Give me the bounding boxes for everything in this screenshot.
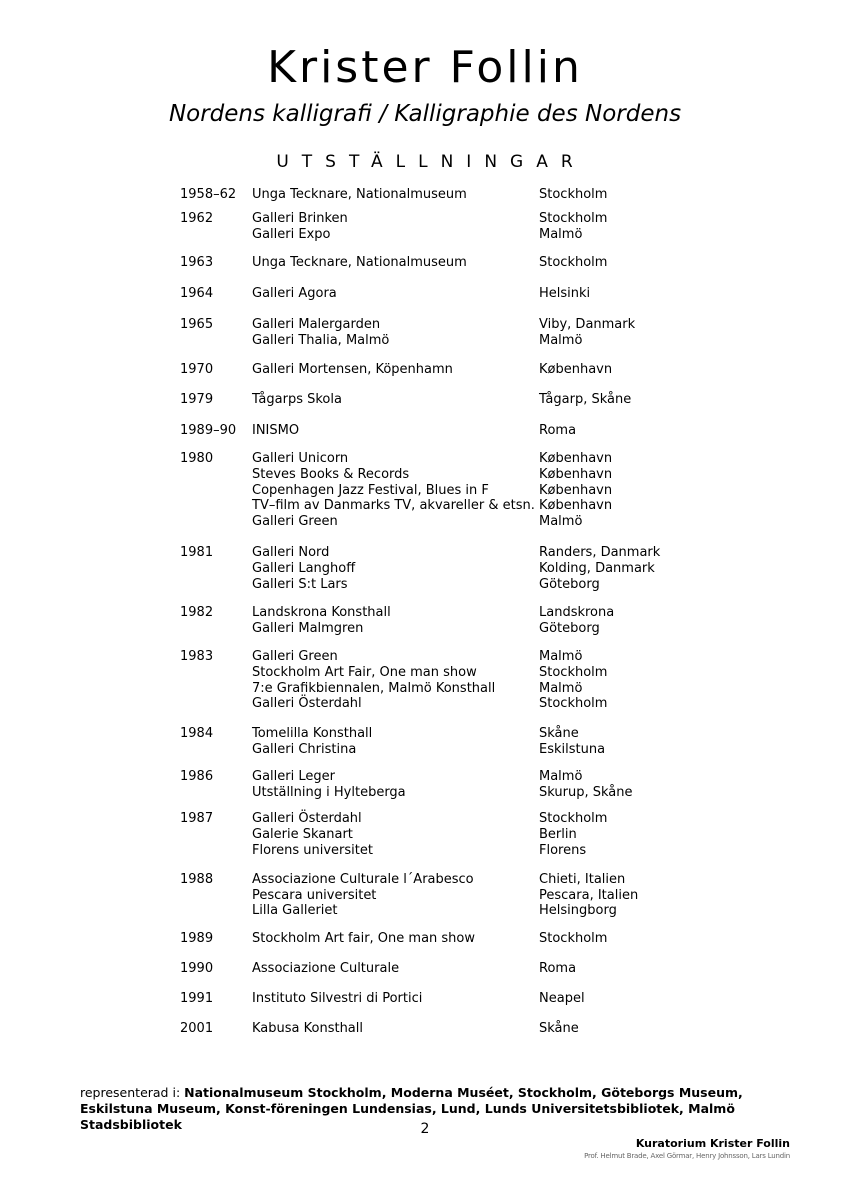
exhibition-venue: Galleri Nord — [252, 544, 330, 560]
exhibition-venue: Florens universitet — [252, 842, 373, 858]
exhibition-place: Skåne — [539, 726, 579, 742]
exhibition-place: Stockholm — [539, 664, 608, 680]
exhibition-entry — [252, 561, 740, 577]
exhibition-place: Malmö — [539, 680, 583, 696]
exhibition-entry — [252, 227, 740, 243]
exhibition-entry — [252, 362, 740, 378]
exhibition-place: Malmö — [539, 332, 583, 348]
exhibition-year-group — [180, 286, 740, 302]
exhibition-place: Tågarp, Skåne — [539, 392, 632, 408]
exhibition-place: Florens — [539, 842, 587, 858]
exhibition-entry — [252, 888, 740, 904]
exhibition-year: 1988 — [180, 871, 214, 887]
exhibition-venue: Associazione Culturale — [252, 960, 400, 976]
section-heading: UTSTÄLLNINGAR — [276, 152, 586, 172]
exhibition-entries — [252, 317, 740, 349]
exhibition-entry — [252, 467, 740, 483]
exhibition-entry — [252, 991, 740, 1007]
exhibition-entries — [252, 961, 740, 977]
exhibition-place: Roma — [539, 960, 577, 976]
exhibition-venue: Galleri Brinken — [252, 210, 348, 226]
exhibition-entries — [252, 392, 740, 408]
exhibition-venue: Galleri Österdahl — [252, 696, 362, 712]
exhibition-year: 1965 — [180, 316, 214, 332]
exhibition-entry — [252, 681, 740, 697]
exhibition-entries — [252, 286, 740, 302]
exhibition-entry — [252, 392, 740, 408]
exhibition-place: København — [539, 361, 613, 377]
exhibition-year-group — [180, 649, 740, 712]
exhibition-list — [180, 187, 740, 1049]
exhibition-year-group — [180, 255, 740, 271]
exhibition-venue: Galleri Christina — [252, 741, 357, 757]
exhibition-venue: Galleri Green — [252, 648, 338, 664]
exhibition-entries — [252, 605, 740, 637]
exhibition-venue: Unga Tecknare, Nationalmuseum — [252, 187, 467, 202]
exhibition-year: 1979 — [180, 392, 214, 408]
exhibition-entries — [252, 1021, 740, 1037]
exhibition-venue: Stockholm Art Fair, One man show — [252, 664, 477, 680]
exhibition-year: 1962 — [180, 210, 214, 226]
exhibition-entry — [252, 498, 740, 514]
kuratorium-title: Kuratorium Krister Follin — [635, 1137, 790, 1150]
exhibition-place: Stockholm — [539, 811, 608, 827]
exhibition-entries — [252, 255, 740, 271]
exhibition-year: 1964 — [180, 286, 214, 302]
exhibition-entries — [252, 187, 740, 203]
exhibition-venue: Pescara universitet — [252, 887, 377, 903]
exhibition-place: Stockholm — [539, 210, 608, 226]
exhibition-entry — [252, 577, 740, 593]
exhibition-venue: Associazione Culturale l´Arabesco — [252, 871, 474, 887]
exhibition-entries — [252, 545, 740, 592]
exhibition-entry — [252, 872, 740, 888]
exhibition-entry — [252, 483, 740, 499]
exhibition-venue: Galleri Malergarden — [252, 316, 381, 332]
exhibition-entries — [252, 649, 740, 712]
exhibition-year: 1987 — [180, 811, 214, 827]
exhibition-entries — [252, 991, 740, 1007]
exhibition-entry — [252, 903, 740, 919]
represented-in-label: representerad i: — [80, 1085, 185, 1100]
exhibition-venue: Utställning i Hylteberga — [252, 784, 406, 800]
exhibition-year-group — [180, 931, 740, 947]
exhibition-venue: Galleri Leger — [252, 768, 335, 784]
exhibition-place: Chieti, Italien — [539, 871, 626, 887]
exhibition-year-group — [180, 423, 740, 439]
exhibition-place: Göteborg — [539, 576, 600, 592]
represented-in-collections: Nationalmuseum Stockholm, Moderna Muséet, Stockholm, Göteborgs Museum, Eskilstuna Museum, Konst-föreningen Lundensias, Lund, Lunds Universitetsbibliotek, Malmö Stadsbibliotek — [80, 1085, 743, 1132]
exhibition-entry — [252, 769, 740, 785]
exhibition-place: Kolding, Danmark — [539, 560, 655, 576]
exhibition-venue: Galleri Mortensen, Köpenhamn — [252, 361, 453, 377]
exhibition-venue: Galleri Expo — [252, 226, 331, 242]
exhibition-year: 1982 — [180, 605, 214, 621]
exhibition-venue: Kabusa Konsthall — [252, 1021, 363, 1037]
exhibition-venue: Galleri Langhoff — [252, 560, 356, 576]
exhibition-year-group — [180, 811, 740, 858]
exhibition-place: Helsingborg — [539, 903, 617, 919]
exhibition-venue: TV–film av Danmarks TV, akvareller & etsn. — [252, 498, 535, 514]
exhibition-place: Stockholm — [539, 931, 608, 947]
exhibition-place: København — [539, 482, 613, 498]
exhibition-year: 1981 — [180, 544, 214, 560]
exhibition-place: Göteborg — [539, 621, 600, 637]
exhibition-entry — [252, 649, 740, 665]
exhibition-year: 1989–90 — [180, 423, 237, 439]
exhibition-entry — [252, 961, 740, 977]
exhibition-venue: Galleri Unicorn — [252, 450, 349, 466]
exhibition-year-group — [180, 362, 740, 378]
exhibition-entry — [252, 187, 740, 203]
exhibition-venue: Unga Tecknare, Nationalmuseum — [252, 255, 467, 271]
exhibition-year-group — [180, 726, 740, 758]
exhibition-venue: Galleri Green — [252, 514, 338, 530]
exhibition-year-group — [180, 187, 740, 203]
exhibition-place: Stockholm — [539, 696, 608, 712]
exhibition-entry — [252, 423, 740, 439]
exhibition-year: 1958–62 — [180, 187, 237, 202]
exhibition-venue: Galleri Agora — [252, 286, 337, 302]
exhibition-venue: INISMO — [252, 423, 300, 439]
exhibition-entries — [252, 769, 740, 801]
exhibition-venue: Tågarps Skola — [252, 392, 342, 408]
page-subtitle: Nordens kalligrafi / Kalligraphie des Nordens — [168, 101, 682, 127]
exhibition-place: Eskilstuna — [539, 741, 606, 757]
exhibition-place: Viby, Danmark — [539, 316, 636, 332]
exhibition-entry — [252, 545, 740, 561]
exhibition-entry — [252, 605, 740, 621]
exhibition-venue: Stockholm Art fair, One man show — [252, 931, 476, 947]
exhibition-place: Roma — [539, 423, 577, 439]
exhibition-entries — [252, 362, 740, 378]
exhibition-entry — [252, 827, 740, 843]
exhibition-place: København — [539, 498, 613, 514]
exhibition-year: 1989 — [180, 931, 214, 947]
exhibition-year: 1980 — [180, 450, 214, 466]
exhibition-venue: Instituto Silvestri di Portici — [252, 990, 423, 1006]
exhibition-year: 1991 — [180, 990, 214, 1006]
exhibition-venue: Landskrona Konsthall — [252, 605, 391, 621]
exhibition-place: Malmö — [539, 226, 583, 242]
exhibition-venue: 7:e Grafikbiennalen, Malmö Konsthall — [252, 680, 496, 696]
exhibition-place: Malmö — [539, 648, 583, 664]
exhibition-entry — [252, 931, 740, 947]
exhibition-entries — [252, 726, 740, 758]
exhibition-year: 1986 — [180, 768, 214, 784]
kuratorium-members: Prof. Helmut Brade, Axel Görmar, Henry Johnsson, Lars Lundin — [584, 1152, 790, 1160]
exhibition-entries — [252, 211, 740, 243]
exhibition-entry — [252, 317, 740, 333]
exhibition-year-group — [180, 392, 740, 408]
exhibition-year-group — [180, 961, 740, 977]
exhibition-entry — [252, 621, 740, 637]
exhibition-entries — [252, 423, 740, 439]
exhibition-entry — [252, 211, 740, 227]
exhibition-venue: Galerie Skanart — [252, 827, 353, 843]
exhibition-place: Malmö — [539, 768, 583, 784]
exhibition-entry — [252, 811, 740, 827]
exhibition-place: Stockholm — [539, 187, 608, 202]
exhibition-entry — [252, 255, 740, 271]
exhibition-year-group — [180, 872, 740, 919]
exhibition-entries — [252, 451, 740, 530]
exhibition-year-group — [180, 211, 740, 243]
exhibition-entries — [252, 872, 740, 919]
exhibition-place: Pescara, Italien — [539, 887, 639, 903]
exhibition-place: København — [539, 466, 613, 482]
exhibition-entry — [252, 665, 740, 681]
exhibition-entry — [252, 696, 740, 712]
exhibition-entry — [252, 451, 740, 467]
page-number: 2 — [420, 1121, 430, 1137]
exhibition-year-group — [180, 451, 740, 530]
exhibition-year: 1970 — [180, 361, 214, 377]
exhibition-year-group — [180, 1021, 740, 1037]
exhibition-year-group — [180, 605, 740, 637]
exhibition-place: Neapel — [539, 990, 585, 1006]
exhibition-entry — [252, 843, 740, 859]
exhibition-year-group — [180, 769, 740, 801]
exhibition-entry — [252, 514, 740, 530]
exhibition-year-group — [180, 991, 740, 1007]
exhibition-place: København — [539, 450, 613, 466]
exhibition-place: Landskrona — [539, 605, 615, 621]
exhibition-entry — [252, 1021, 740, 1037]
exhibition-place: Skåne — [539, 1021, 579, 1037]
exhibition-year: 1984 — [180, 726, 214, 742]
exhibition-venue: Galleri Malmgren — [252, 621, 364, 637]
exhibition-entry — [252, 286, 740, 302]
exhibition-entry — [252, 742, 740, 758]
exhibition-place: Randers, Danmark — [539, 544, 661, 560]
page-title: Krister Follin — [267, 42, 583, 93]
exhibition-year: 1963 — [180, 255, 214, 271]
exhibition-entry — [252, 333, 740, 349]
exhibition-entries — [252, 931, 740, 947]
exhibition-venue: Lilla Galleriet — [252, 903, 338, 919]
exhibition-year: 2001 — [180, 1021, 214, 1037]
exhibition-venue: Galleri Österdahl — [252, 811, 362, 827]
exhibition-place: Berlin — [539, 827, 577, 843]
exhibition-entries — [252, 811, 740, 858]
exhibition-venue: Copenhagen Jazz Festival, Blues in F — [252, 482, 489, 498]
exhibition-venue: Galleri Thalia, Malmö — [252, 332, 390, 348]
exhibition-entry — [252, 785, 740, 801]
exhibition-year: 1983 — [180, 648, 214, 664]
exhibition-place: Stockholm — [539, 255, 608, 271]
exhibition-venue: Tomelilla Konsthall — [252, 726, 373, 742]
exhibition-year-group — [180, 317, 740, 349]
exhibition-venue: Steves Books & Records — [252, 466, 410, 482]
exhibition-year-group — [180, 545, 740, 592]
exhibition-place: Helsinki — [539, 286, 591, 302]
exhibition-year: 1990 — [180, 960, 214, 976]
exhibition-place: Malmö — [539, 514, 583, 530]
exhibition-entry — [252, 726, 740, 742]
exhibition-venue: Galleri S:t Lars — [252, 576, 348, 592]
exhibition-place: Skurup, Skåne — [539, 784, 633, 800]
